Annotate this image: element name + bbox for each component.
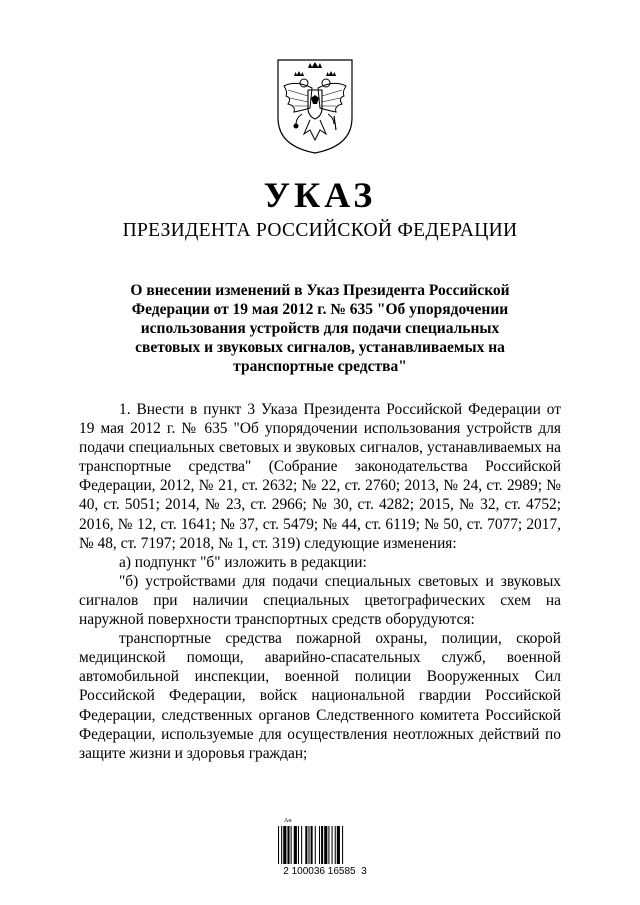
barcode-bar (287, 826, 289, 864)
barcode-bar (308, 826, 309, 864)
body-paragraph: транспортные средства пожарной охраны, полиции, скорой медицинской помощи, аварийно-спасательных служб, военной автомобильной инспекции, военной полиции Вооруженных Сил Российской Федерации, войск национальной гвардии Российской Федерации, следственных органов Следственного комитета Российской Федерации, используемые для осуществления неотложных действий по защите жизни и здоровья граждан; (79, 630, 561, 762)
barcode-bar (315, 826, 316, 864)
barcode-bar (294, 826, 297, 864)
barcode-bar (342, 826, 343, 864)
body-paragraph: а) подпункт "б" изложить в редакции: (119, 553, 367, 571)
barcode-bars (278, 826, 372, 864)
heading-line: использования устройств для подачи специальных (140, 320, 500, 337)
barcode-mark: Ан (284, 818, 292, 824)
heading-line: транспортные средства" (233, 358, 407, 375)
barcode-bar (335, 826, 336, 864)
barcode-bar (328, 826, 329, 864)
coat-of-arms-emblem (274, 56, 356, 156)
decree-body (79, 400, 561, 763)
barcode-digits: 2 100036 16585 3 (283, 866, 367, 877)
barcode-bar (298, 826, 299, 864)
barcode-bar (332, 826, 333, 864)
heading-line: Федерации от 19 мая 2012 г. № 635 "Об упорядочении (131, 301, 509, 318)
document-barcode (270, 818, 380, 880)
heading-line: световых и звуковых сигналов, устанавливаемых на (135, 339, 505, 356)
russian-coat-of-arms-icon (274, 56, 356, 156)
barcode-bar (311, 826, 313, 864)
barcode-bar (281, 826, 282, 864)
barcode-bar (305, 826, 307, 864)
document-subtitle: ПРЕЗИДЕНТА РОССИЙСКОЙ ФЕДЕРАЦИИ (122, 220, 518, 241)
barcode-bar (321, 826, 323, 864)
barcode-bar (291, 826, 292, 864)
barcode-bar (278, 826, 279, 864)
heading-line: О внесении изменений в Указ Президента Российской (130, 282, 510, 299)
barcode-bar (319, 826, 320, 864)
body-paragraph: 1. Внести в пункт 3 Указа Президента Российской Федерации от 19 мая 2012 г. № 635 "Об упорядочении использования устройств для подачи специальных световых и звуковых сигналов, устанавливаемых на транспортные средства" (Собрание законодательства Российской Федерации, 2012, № 21, ст. 2632; № 22, ст. 2760; 2013, № 24, ст. 2989; № 40, ст. 5051; 2014, № 23, ст. 2966; № 30, ст. 4282; 2015, № 32, ст. 4752; 2016, № 12, ст. 1641; № 37, ст. 5479; № 44, ст. 6119; № 50, ст. 7077; 2017, № 48, ст. 7197; 2018, № 1, ст. 319) следующие изменения: (79, 401, 561, 552)
decree-heading (110, 281, 530, 376)
barcode-bar (301, 826, 302, 864)
document-title: УКАЗ (263, 175, 377, 215)
body-paragraph: "б) устройствами для подачи специальных световых и звуковых сигналов при наличии специальных цветографических схем на наружной поверхности транспортных средств оборудуются: (79, 572, 561, 629)
barcode-bar (283, 826, 286, 864)
barcode-bar (324, 826, 327, 864)
barcode-bar (337, 826, 340, 864)
